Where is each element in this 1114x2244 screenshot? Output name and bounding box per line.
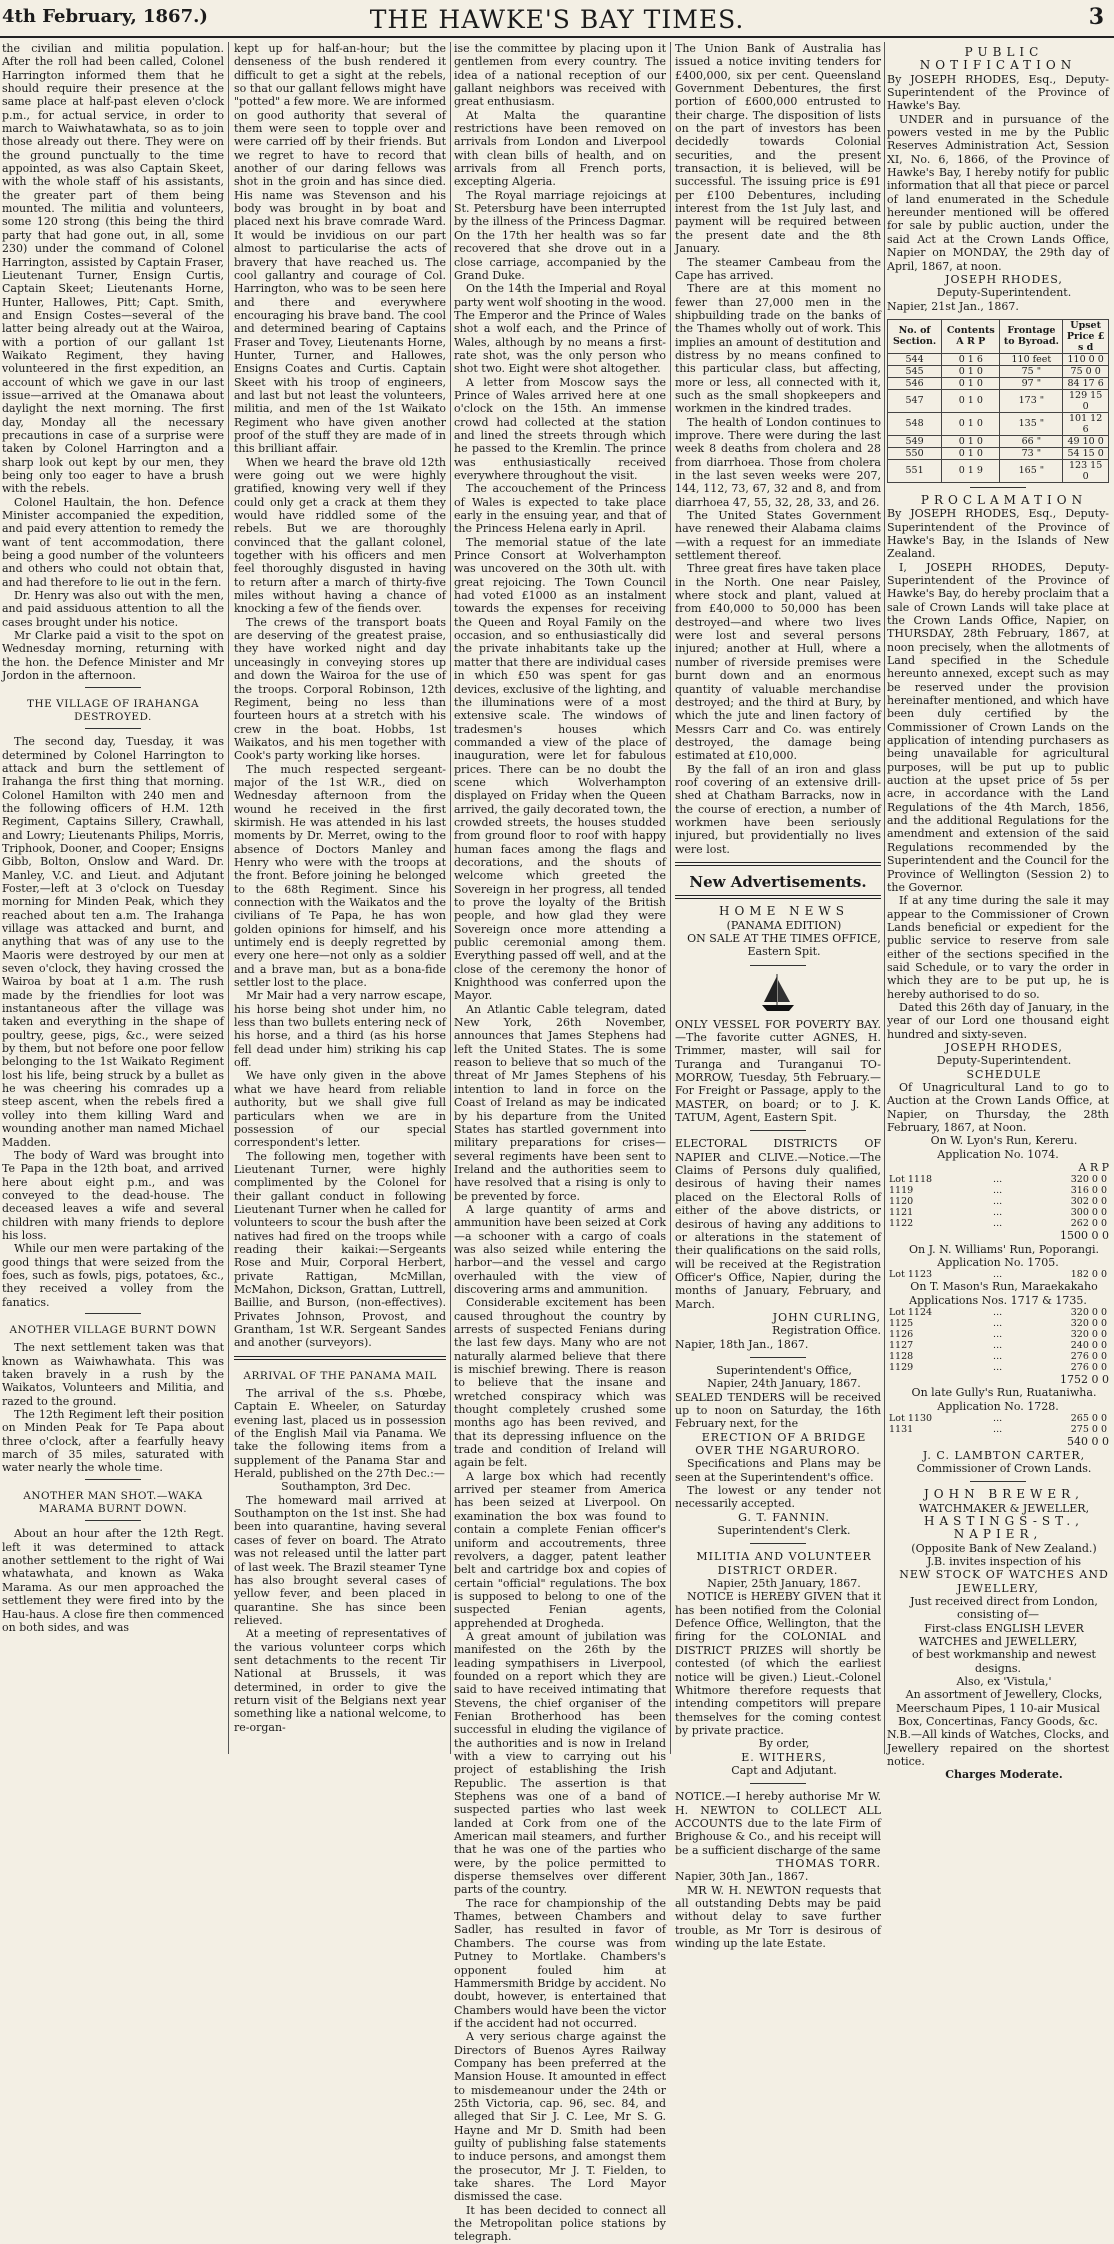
- article-paragraph: There are at this moment no fewer than 27,000 men in the shipbuilding trade on the banks of the Thames wholly out of work. This implies an amount of destitution and distress by no means confined to this particular class, but affecting, more or less, all connected with it, such as the small shopkeepers and workmen in the kindred trades.: [675, 282, 881, 416]
- signature: G. T. FANNIN.: [738, 1510, 830, 1524]
- ad-subtitle: (PANAMA EDITION): [726, 918, 842, 932]
- sailing-ship-icon: [758, 972, 798, 1014]
- table-cell: 0 1 0: [942, 412, 1000, 435]
- ad-byline: By JOSEPH RHODES, Esq., Deputy-Superintendent of the Province of Hawke's Bay.: [887, 72, 1109, 113]
- column-4: [675, 42, 881, 1951]
- ad-text: NOTICE is HEREBY GIVEN that it has been notified from the Colonial Defence Office, Wellington, that the firing for the COLONIAL and DISTRICT PRIZES will shortly be contested (of which the earliest notice will be given.) Lieut.-Colonel Whitmore therefore requests that intending competitors will prepare themselves for the coming contest by private practice.: [675, 1590, 881, 1737]
- section-heading: ARRIVAL OF THE PANAMA MAIL: [243, 1369, 437, 1382]
- ad-text: of best workmanship and newest designs.: [912, 1648, 1096, 1675]
- ad-text: SEALED TENDERS will be received up to noon on Saturday, the 16th February next, for the: [675, 1390, 881, 1431]
- ad-text: If at any time during the sale it may appear to the Commissioner of Crown Lands beneficial or expedient for the public service to reserve from sale either of the sections specified in the said Schedule, or to vary the order in which they are to be put up, he is hereby authorised to do so.: [887, 894, 1109, 1001]
- article-paragraph: Dr. Henry was also out with the men, and paid assiduous attention to all the cases brought under his notice.: [2, 589, 224, 629]
- table-row: [888, 389, 1109, 412]
- table-row: [888, 447, 1109, 459]
- table-row: [888, 365, 1109, 377]
- article-paragraph: Considerable excitement has been caused throughout the country by arrests of suspected Fenians during the last few days. Many who are not naturally alarmed believe that there is mischief brewing. There is reason to believe that the insane and wretched conspiracy which was thought completely crushed some months ago has been revived, and that its depressing influence on the trade and condition of Ireland will again be felt.: [454, 1296, 666, 1470]
- lot-row: [887, 1196, 1109, 1207]
- lot-cell: 265 0 0: [1070, 1413, 1107, 1425]
- signature-title: Registration Office.: [772, 1324, 881, 1338]
- ad-text: Eastern Spit.: [747, 945, 821, 959]
- article-paragraph: Three great fires have taken place in the North. One near Paisley, where stock and plant, valued at from £40,000 to 50,000 has been destroyed—and where two lives were lost and several persons injured; another at Hull, where a number of riverside premises were burnt down and an enormous quantity of valuable merchandise destroyed; and the third at Bury, by which the jute and linen factory of Messrs Carr and Co. was entirely destroyed, the damage being estimated at £10,000.: [675, 562, 881, 763]
- lot-cell: ...: [993, 1174, 1003, 1186]
- lot-cell: 300 0 0: [1070, 1207, 1107, 1219]
- article-paragraph: The body of Ward was brought into Te Papa in the 12th boat, and arrived here about eight p.m., and was conveyed to the dead-house. The deceased leaves a wife and several children with many friends to deplore his loss.: [2, 1148, 224, 1242]
- table-row: [888, 435, 1109, 447]
- lot-cell: ...: [993, 1307, 1003, 1319]
- article-paragraph: The Union Bank of Australia has issued a notice inviting tenders for £400,000, six per cent. Queensland Government Debentures, the first portion of £600,000 entrusted to their charge. The disposition of lists on the part of investors has been decidedly towards Colonial securities, and the present transaction, it is believed, will be successful. The issuing price is £91 per £100 Debentures, including interest from the 1st July last, and payment will be required between the present date and the 8th January.: [675, 42, 881, 256]
- article-paragraph: By the fall of an iron and glass roof covering of an extensive drill-shed at Chatham Barracks, now in the course of erection, a number of workmen have been seriously injured, but providentially no lives were lost.: [675, 762, 881, 856]
- article-paragraph: Colonel Haultain, the hon. Defence Minister accompanied the expedition, and paid every attention to remedy the want of tent accommodation, there being a good number of the volunteers and others who could not obtain that, and had therefore to lie out in the fern.: [2, 495, 224, 589]
- table-header-cell: No. of Section.: [888, 319, 942, 353]
- table-cell: 549: [888, 435, 942, 447]
- article-paragraph: The health of London continues to improve. There were during the last week 8 deaths from cholera and 28 from diarrhoea. Those from cholera in the last seven weeks were 207, 144, 112, 73, 67, 32 and 8, and from diarrhoea 47, 55, 32, 28, 33, and 26.: [675, 415, 881, 509]
- article-paragraph: The arrival of the s.s. Phœbe, Captain E. Wheeler, on Saturday evening last, placed us in possession of the English Mail via Panama. We take the following items from a supplement of the Panama Star and Herald, published on the 27th Dec.:—: [234, 1387, 446, 1481]
- ad-subtitle: WATCHMAKER & JEWELLER,: [918, 1501, 1090, 1515]
- lot-cell: ...: [993, 1269, 1003, 1281]
- lot-cell: 320 0 0: [1070, 1174, 1107, 1186]
- notice-date: Napier, 25th January, 1867.: [707, 1577, 861, 1591]
- sections-table: [887, 319, 1109, 483]
- separator-rule: [750, 1357, 806, 1358]
- lots-table: [887, 1307, 1109, 1373]
- ad-title: PROCLAMATION: [920, 492, 1088, 507]
- lot-row: [887, 1362, 1109, 1373]
- table-cell: 75 0 0: [1063, 365, 1109, 377]
- lot-cell: 1121: [889, 1207, 914, 1219]
- lot-cell: ...: [993, 1351, 1003, 1363]
- ad-title: JOHN BREWER,: [924, 1487, 1084, 1502]
- schedule-heading: SCHEDULE: [966, 1067, 1042, 1081]
- ad-text: J.B. invites inspection of his: [926, 1554, 1082, 1568]
- table-body: [888, 353, 1109, 482]
- table-cell: 551: [888, 459, 942, 482]
- article-paragraph: Mr Mair had a very narrow escape, his horse being shot under him, no less than two bullets entering neck of his horse, and a third (as his horse fell dead under him) striking his cap off.: [234, 989, 446, 1070]
- order-line: By order,: [758, 1737, 810, 1751]
- table-header-cell: Upset Price £ s d: [1063, 319, 1109, 353]
- dateline: Southampton, 3rd Dec.: [281, 1480, 411, 1494]
- lot-row: [887, 1307, 1109, 1318]
- lots-total: 540 0 0: [1067, 1435, 1109, 1449]
- article-paragraph: A large quantity of arms and ammunition have been seized at Cork—a schooner with a cargo of coals was also seized while entering the harbor—and the vessel and cargo overhauled with the view of discovering arms and ammunition.: [454, 1202, 666, 1296]
- lot-cell: 262 0 0: [1070, 1218, 1107, 1230]
- notice-date: Napier, 18th Jan., 1867.: [675, 1337, 809, 1351]
- table-cell: 173 ": [1000, 389, 1063, 412]
- lot-row: [887, 1218, 1109, 1229]
- table-cell: 75 ": [1000, 365, 1063, 377]
- separator-rule: [85, 687, 141, 688]
- ad-address: HASTINGS-ST., NAPIER,: [924, 1513, 1084, 1542]
- notice-date: Napier, 21st Jan., 1867.: [887, 299, 1019, 313]
- run-heading: On W. Lyon's Run, Kereru. Application No. 1074.: [930, 1134, 1078, 1161]
- lot-cell: 1131: [889, 1424, 914, 1436]
- ad-text: (Opposite Bank of New Zealand.): [911, 1541, 1097, 1555]
- table-cell: 66 ": [1000, 435, 1063, 447]
- home-news-ad: [675, 905, 881, 958]
- table-cell: 0 1 6: [942, 353, 1000, 365]
- page-number: 3: [1088, 4, 1104, 30]
- separator-rule: [970, 1481, 1026, 1482]
- article-paragraph: The Royal marriage rejoicings at St. Petersburg have been interrupted by the illness of the Princess Dagmar. On the 17th her health was so far recovered that she drove out in a close carriage, accompanied by the Grand Duke.: [454, 188, 666, 282]
- table-cell: 0 1 0: [942, 365, 1000, 377]
- new-advertisements-heading: New Advertisements.: [689, 872, 867, 891]
- newton-notice: [675, 1790, 881, 1950]
- lot-cell: ...: [993, 1413, 1003, 1425]
- lot-cell: ...: [993, 1362, 1003, 1374]
- table-cell: 49 10 0: [1063, 435, 1109, 447]
- article-paragraph: A very serious charge against the Directors of Buenos Ayres Railway Company has been preferred at the Mansion House. It amounted in effect to misdemeanour under the 24th or 25th Victoria, cap. 96, sec. 84, and alleged that Sir J. C. Lee, Mr S. G. Hayne and Mr D. Smith had been guilty of publishing false statements to induce persons, and amongst them the prosecutor, Mr J. T. Fielden, to take shares. The Lord Mayor dismissed the case.: [454, 2030, 666, 2204]
- lot-cell: ...: [993, 1218, 1003, 1230]
- lot-row: [887, 1269, 1109, 1280]
- article-paragraph: The United States Government have renewed their Alabama claims—with a request for an immediate settlement thereof.: [675, 509, 881, 563]
- lot-row: [887, 1318, 1109, 1329]
- article-paragraph: kept up for half-an-hour; but the denseness of the bush rendered it difficult to get a sight at the rebels, so that our gallant fellows might have "potted" a few more. We are informed on good authority that several of them were seen to topple over and were carried off by their friends. But we regret to have to record that another of our daring fellows was shot in the groin and has since died. His name was Stevenson and his body was brought in by boat and placed next his brave comrade Ward. It would be invidious on our part almost to particularise the acts of bravery that have reached us. The cool gallantry and courage of Col. Harrington, who was to be seen here and there and everywhere encouraging his brave band. The cool and determined bearing of Captains Fraser and Tovey, Lieutenants Horne, Hunter, Turner, and Hallowes, Ensigns Coates and Curtis. Captain Skeet with his troop of engineers, and last but not least the volunteers, militia, and men of the 1st Waikato Regiment who have given another proof of the stuff they are made of in this brilliant affair.: [234, 42, 446, 456]
- issue-date: 4th February, 1867.): [2, 6, 208, 27]
- signature-title: Commissioner of Crown Lands.: [916, 1461, 1092, 1475]
- lot-cell: 182 0 0: [1070, 1269, 1107, 1281]
- signature-title: Superintendent's Clerk.: [717, 1524, 851, 1538]
- lot-cell: 320 0 0: [1070, 1307, 1107, 1319]
- lot-cell: 275 0 0: [1070, 1424, 1107, 1436]
- table-cell: 547: [888, 389, 942, 412]
- masthead: [0, 0, 1114, 40]
- lot-row: [887, 1424, 1109, 1435]
- units-header: A R P: [1078, 1161, 1109, 1175]
- lot-cell: 1122: [889, 1218, 914, 1230]
- article-paragraph: The homeward mail arrived at Southampton on the 1st inst. She had been into quarantine, having several cases of fever on board. The Atrato was not released until the latter part of last week. The Brazil steamer Tyne has also brought several cases of yellow fever, and been placed in quarantine. She has since been relieved.: [234, 1493, 446, 1627]
- column-divider: [670, 42, 671, 1754]
- lots-table: [887, 1413, 1109, 1435]
- table-cell: 546: [888, 377, 942, 389]
- lot-cell: 1120: [889, 1196, 914, 1208]
- double-rule: [675, 862, 881, 866]
- article-paragraph: About an hour after the 12th Regt. left it was determined to attack another settlement to the right of Wai whatawhata, and known as Waka Marama. As our men approached the settlement they were fired into by the Hau-haus. A close fire then commenced on both sides, and was: [2, 1527, 224, 1634]
- article-paragraph: It has been decided to connect all the Metropolitan police stations by telegraph.: [454, 2203, 666, 2244]
- table-cell: 0 1 0: [942, 377, 1000, 389]
- article-paragraph: The second day, Tuesday, it was determined by Colonel Harrington to attack and burn the settlement of Irahanga the first thing that morning. Colonel Hamilton with 240 men and the following officers of H.M. 12th Regiment, Captains Sillery, Crawhall, and Lowry; Lieutenants Philips, Morris, Triphook, Dooner, and Cooper; Ensigns Gibb, Bolton, Onslow and Ward. Dr. Manley, V.C. and Lieut. and Adjutant Foster,—left at 3 o'clock on Tuesday morning for Minden Peak, which they reached about ten a.m. The Irahanga village was attacked and burnt, and anything that was of any use to the Maoris were destroyed by our men at seven o'clock, they having crossed the Wairoa by boat at 1 a.m. The rush made by the friendlies for loot was instantaneous after the village was taken and everything in the shape of poultry, geese, pigs, &c., were seized by them, but not before one poor fellow belonging to the 1st Waikato Regiment lost his life, being struck by a bullet as he was cheering his comrades up a steep ascent, when the rebels fired a volley into them killing Ward and wounding another man named Michael Madden.: [2, 735, 224, 1149]
- ad-text: NEW STOCK OF WATCHES AND JEWELLERY,: [899, 1568, 1109, 1595]
- column-1: [2, 42, 224, 1754]
- article-paragraph: At a meeting of representatives of the various volunteer corps which sent detachments to the recent Tir National at Brussels, it was determined, in order to give the return visit of the Belgians next year something like a national welcome, to re-organ-: [234, 1627, 446, 1734]
- separator-rule: [85, 1520, 141, 1521]
- lot-cell: 1128: [889, 1351, 914, 1363]
- ad-byline: By JOSEPH RHODES, Esq., Deputy-Superintendent of the Province of Hawke's Bay, in the Islands of New Zealand.: [887, 507, 1109, 561]
- table-cell: 73 ": [1000, 447, 1063, 459]
- office-line: Superintendent's Office,: [716, 1363, 852, 1377]
- lot-cell: 276 0 0: [1070, 1351, 1107, 1363]
- table-cell: 84 17 6: [1063, 377, 1109, 389]
- lot-cell: 1127: [889, 1340, 914, 1352]
- article-paragraph: ise the committee by placing upon it gentlemen from every country. The idea of a national reception of our gallant neighbors was received with great enthusiasm.: [454, 42, 666, 109]
- ad-text: An assortment of Jewellery, Clocks, Meerschaum Pipes, 1 10-air Musical Box, Concertinas, Fancy Goods, &c.: [896, 1688, 1103, 1729]
- article-paragraph: On the 14th the Imperial and Royal party went wolf shooting in the wood. The Emperor and the Prince of Wales shot a wolf each, and the Prince of Wales, although by no means a first-rate shot, was the only person who shot two. Eight were shot altogether.: [454, 282, 666, 376]
- article-paragraph: The 12th Regiment left their position on Minden Peak for Te Papa about three o'clock, after a fearfully heavy march of 35 miles, saturated with water nearly the whole time.: [2, 1408, 224, 1475]
- separator-rule: [85, 728, 141, 729]
- table-cell: 54 15 0: [1063, 447, 1109, 459]
- column-3: [454, 42, 666, 2244]
- separator-rule: [750, 1130, 806, 1131]
- article-paragraph: The following men, together with Lieutenant Turner, were highly complimented by the Colonel for their gallant conduct in following Lieutenant Turner when he called for volunteers to scour the bush after the natives had fired on the troops while reading their kaikai:—Sergeants Rose and Muir, Corporal Herbert, private Rattigan, McMillan, McMahon, Dickson, Grattan, Luttrell, Baillie, and Burson, (non-effectives). Privates Johnson, Provost, and Grantham, 1st W.R. Sergeant Sandes and another (surveyors).: [234, 1149, 446, 1350]
- lot-row: [887, 1207, 1109, 1218]
- column-5: [887, 42, 1109, 1782]
- article-paragraph: The accouchement of the Princess of Wales is expected to take place early in the ensuing year, and that of the Princess Helena early in April.: [454, 482, 666, 536]
- article-paragraph: We have only given in the above what we have heard from reliable authority, but we shall give full particulars when we are in possession of our special correspondent's letter.: [234, 1069, 446, 1150]
- ad-text: The lowest or any tender not necessarily accepted.: [675, 1484, 881, 1511]
- article-paragraph: The steamer Cambeau from the Cape has arrived.: [675, 255, 881, 282]
- separator-rule: [750, 1543, 806, 1544]
- table-header-cell: Contents A R P: [942, 319, 1000, 353]
- lot-cell: ...: [993, 1196, 1003, 1208]
- ad-text: MR W. H. NEWTON requests that all outstanding Debts may be paid without delay to save further trouble, as Mr Torr is desirous of winding up the late Estate.: [675, 1883, 881, 1951]
- column-divider: [228, 42, 229, 1754]
- militia-order: [675, 1550, 881, 1777]
- notice-date: Napier, 24th January, 1867.: [707, 1377, 861, 1391]
- article-paragraph: A letter from Moscow says the Prince of Wales arrived here at one o'clock on the 15th. An immense crowd had collected at the station and lined the streets through which he passed to the Kremlin. The prince was enthusiastically received everywhere throughout the visit.: [454, 375, 666, 482]
- tender-notice: [675, 1364, 881, 1537]
- table-cell: 123 15 0: [1063, 459, 1109, 482]
- separator-rule: [970, 487, 1026, 488]
- lot-cell: ...: [993, 1424, 1003, 1436]
- run-heading: On late Gully's Run, Ruataniwha. Application No. 1728.: [911, 1386, 1097, 1413]
- lot-cell: 1119: [889, 1185, 914, 1197]
- ad-text: NOTICE.—I hereby authorise Mr W. H. NEWTON to COLLECT ALL ACCOUNTS due to the late Firm of Brighouse & Co., and his receipt will be a sufficient discharge of the same: [675, 1790, 881, 1857]
- signature-title: Capt and Adjutant.: [731, 1763, 837, 1777]
- run-heading: On T. Mason's Run, Maraekakaho Applications Nos. 1717 & 1735.: [909, 1280, 1098, 1307]
- separator-rule: [85, 1479, 141, 1480]
- lot-cell: ...: [993, 1185, 1003, 1197]
- lot-row: [887, 1185, 1109, 1196]
- table-cell: 0 1 9: [942, 459, 1000, 482]
- lot-cell: ...: [993, 1340, 1003, 1352]
- signature: E. WITHERS,: [741, 1750, 827, 1764]
- lot-row: [887, 1174, 1109, 1185]
- lot-cell: 276 0 0: [1070, 1362, 1107, 1374]
- double-rule: [234, 1356, 446, 1360]
- lot-cell: 316 0 0: [1070, 1185, 1107, 1197]
- separator-rule: [750, 1783, 806, 1784]
- table-row: [888, 353, 1109, 365]
- table-cell: 545: [888, 365, 942, 377]
- article-paragraph: While our men were partaking of the good things that were seized from the foes, such as fowls, pigs, potatoes, &c., they received a volley from the fanatics.: [2, 1242, 224, 1309]
- section-heading: THE VILLAGE OF IRAHANGA DESTROYED.: [26, 697, 200, 723]
- ad-text: Specifications and Plans may be seen at the Superintendent's office.: [675, 1457, 881, 1484]
- column-divider: [884, 42, 885, 1754]
- ad-text: Of Unagricultural Land to go to Auction at the Crown Lands Office, at Napier, on Thursday, the 28th February, 1867, at Noon.: [887, 1081, 1109, 1135]
- double-rule: [675, 895, 881, 899]
- electoral-notice: [675, 1137, 881, 1351]
- table-row: [888, 459, 1109, 482]
- section-heading: ANOTHER VILLAGE BURNT DOWN: [9, 1323, 217, 1336]
- table-row: [888, 412, 1109, 435]
- public-notification: [887, 46, 1109, 313]
- lots-table: [887, 1174, 1109, 1229]
- ad-title: MILITIA AND VOLUNTEER DISTRICT ORDER.: [696, 1550, 872, 1577]
- lot-cell: ...: [993, 1207, 1003, 1219]
- article-paragraph: the civilian and militia population. After the roll had been called, Colonel Harrington informed them that he should require their presence at the same place at half-past eleven o'clock p.m., for actual service, in order to march to Waiwhatawhata, so as to join those already out there. They were on the ground punctually to the time appointed, as was also Captain Skeet, with the whole staff of his assistants, the greater part of them being mounted. The militia and volunteers, some 120 strong (this being the third party that had gone out, in all, some 230) under the command of Colonel Harrington, assisted by Captain Fraser, Lieutenant Turner, Ensign Curtis, Captain Skeet; Lieutenants Horne, Hunter, Hallowes, Pitt; Capt. Smith, and Ensign Costes—several of the latter being already out at the Wairoa, with a portion of our gallant 1st Waikato Regiment, they having volunteered in the first expedition, an account of which we gave in our last issue—arrived at the Omanawa about daylight the next morning. The first day, Monday all the necessary precautions in case of a surprise were taken by Colonel Harrington and a sharp look out kept by our men, they being only too eager to have a brush with the rebels.: [2, 42, 224, 496]
- ad-text: Dated this 26th day of January, in the year of our Lord one thousand eight hundred and sixty-seven.: [887, 1000, 1109, 1041]
- article-paragraph: A great amount of jubilation was manifested on the 26th by the leading sympathisers in Liverpool, founded on a report which they are said to have received intimating that Stevens, the chief organiser of the Fenian Brotherhood has been successful in eluding the vigilance of the authorities and is now in Ireland with a view to carrying out his project of establishing the Irish Republic. The assertion is that Stephens was one of a band of suspected parties who last week landed at Cork from one of the American mail steamers, and further that he was one of the parties who were, by the police permitted to disperse themselves over different parts of the country.: [454, 1629, 666, 1897]
- ad-text: First-class ENGLISH LEVER WATCHES and JEWELLERY,: [918, 1621, 1084, 1648]
- separator-rule: [750, 965, 806, 966]
- table-header-row: [888, 319, 1109, 353]
- lot-row: [887, 1329, 1109, 1340]
- lot-cell: ...: [993, 1318, 1003, 1330]
- article-paragraph: The crews of the transport boats are deserving of the greatest praise, they have worked night and day unceasingly in conveying stores up and down the Wairoa for the use of the troops. Corporal Robinson, 12th Regiment, being no less than fourteen hours at a stretch with his crew in the boat. Hobbs, 1st Waikatos, and his men together with Cook's party working like horses.: [234, 615, 446, 763]
- ad-text: N.B.—All kinds of Watches, Clocks, and Jewellery repaired on the shortest notice.: [887, 1728, 1109, 1769]
- table-cell: 110 feet: [1000, 353, 1063, 365]
- article-paragraph: A large box which had recently arrived per steamer from America has been seized at Liverpool. On examination the box was found to contain a complete Fenian officer's uniform and accoutrements, three revolvers, a dagger, patent leather belt and cartridge box and copies of certain "official" regulations. The box is supposed to belong to one of the suspected Fenian agents, apprehended at Drogheda.: [454, 1469, 666, 1630]
- lot-cell: ...: [993, 1329, 1003, 1341]
- ad-title: PUBLIC NOTIFICATION: [919, 45, 1077, 73]
- signature: JOSEPH RHODES,: [945, 272, 1063, 286]
- lot-cell: 1126: [889, 1329, 914, 1341]
- lots-total: 1500 0 0: [1060, 1229, 1109, 1243]
- section-heading: ANOTHER MAN SHOT.—WAKA MARAMA BURNT DOWN.: [23, 1489, 203, 1516]
- lot-row: [887, 1340, 1109, 1351]
- lot-cell: 302 0 0: [1070, 1196, 1107, 1208]
- signature: J. C. LAMBTON CARTER,: [922, 1448, 1086, 1462]
- article-paragraph: The race for championship of the Thames, between Chambers and Sadler, has resulted in favor of Chambers. The course was from Putney to Mortlake. Chambers's opponent fouled him at Hammersmith Bridge by accident. No doubt, however, is entertained that Chambers would have been the victor if the accident had not occurred.: [454, 1896, 666, 2030]
- lot-cell: Lot 1118: [889, 1174, 933, 1186]
- signature: JOHN CURLING,: [772, 1310, 881, 1324]
- lot-row: [887, 1351, 1109, 1362]
- article-paragraph: An Atlantic Cable telegram, dated New York, 26th November, announces that James Stephens had left the United States. The is some reason to believe that so much of the threat of Mr James Stephens of his intention to land in force on the Coast of Ireland as may be indicated by his departure from the United States has startled government into military preparations for crises—several regiments have been sent to Ireland and the authorities seem to have resolved that a rising is only to be prevented by force.: [454, 1002, 666, 1203]
- article-paragraph: When we heard the brave old 12th were going out we were highly gratified, knowing very well if they could only get a crack at them they would have riddled some of the rebels. But we are thoroughly convinced that the gallant colonel, together with his officers and men feel thoroughly disgusted in having to return after a march of thirty-five miles without having a chance of knocking a few of the fiends over.: [234, 455, 446, 616]
- table-cell: 135 ": [1000, 412, 1063, 435]
- lot-cell: 1125: [889, 1318, 914, 1330]
- table-cell: 97 ": [1000, 377, 1063, 389]
- table-cell: 0 1 0: [942, 447, 1000, 459]
- ad-text: UNDER and in pursuance of the powers vested in me by the Public Reserves Administration Act, Session XI, No. 6, 1866, of the Province of Hawke's Bay, I hereby notify for public information that all that piece or parcel of land enumerated in the Schedule hereunder mentioned will be offered for sale by public auction, under the said Act at the Crown Lands Office, Napier on MONDAY, the 29th day of April, 1867, at noon.: [887, 112, 1109, 273]
- separator-rule: [85, 1313, 141, 1314]
- table-cell: 544: [888, 353, 942, 365]
- lot-row: [887, 1413, 1109, 1424]
- lot-cell: Lot 1124: [889, 1307, 933, 1319]
- masthead-rule: [0, 36, 1114, 38]
- article-paragraph: The next settlement taken was that known as Waiwhawhata. This was taken bravely in a rush by the Waikatos, Volunteers and Militia, and razed to the ground.: [2, 1341, 224, 1408]
- table-row: [888, 377, 1109, 389]
- article-paragraph: Mr Clarke paid a visit to the spot on Wednesday morning, returning with the hon. the Defence Minister and Mr Jordon in the afternoon.: [2, 629, 224, 683]
- ad-text: ELECTORAL DISTRICTS OF NAPIER and CLIVE.—Notice.—The Claims of Persons duly qualified, desirous of having their names placed on the Electoral Rolls of either of the above districts, or desirous of having any additions to or alterations in the statement of their qualifications on the said rolls, will be received at the Registration Officer's Office, Napier, during the months of January, February, and March.: [675, 1137, 881, 1311]
- ad-title: HOME NEWS: [719, 904, 849, 919]
- signature-title: Deputy-Superintendent.: [936, 286, 1072, 300]
- table-cell: 548: [888, 412, 942, 435]
- lot-cell: 320 0 0: [1070, 1318, 1107, 1330]
- lot-cell: 320 0 0: [1070, 1329, 1107, 1341]
- table-header-cell: Frontage to Byroad.: [1000, 319, 1063, 353]
- run-heading: On J. N. Williams' Run, Poporangi. Application No. 1705.: [908, 1242, 1100, 1270]
- ad-text: Charges Moderate.: [945, 1768, 1063, 1782]
- ad-subtitle: ERECTION OF A BRIDGE OVER THE NGARURORO.: [695, 1430, 867, 1457]
- john-brewer-ad: [887, 1488, 1109, 1782]
- lots-total: 1752 0 0: [1060, 1373, 1109, 1387]
- table-cell: 110 0 0: [1063, 353, 1109, 365]
- ad-text: ONLY VESSEL FOR POVERTY BAY.—The favorite cutter AGNES, H. Trimmer, master, will sail for Turanga and Turanganui TO-MORROW, Tuesday, 5th February.—For Freight or Passage, apply to the MASTER, on board; or to J. K. TATUM, Agent, Eastern Spit.: [675, 1017, 881, 1125]
- ad-text: Also, ex 'Vistula,': [956, 1675, 1052, 1688]
- ad-text: ON SALE AT THE TIMES OFFICE,: [687, 932, 881, 945]
- table-cell: 0 1 0: [942, 389, 1000, 412]
- signature: JOSEPH RHODES,: [945, 1040, 1063, 1054]
- lot-cell: Lot 1123: [889, 1269, 933, 1281]
- table-cell: 550: [888, 447, 942, 459]
- table-cell: 0 1 0: [942, 435, 1000, 447]
- article-paragraph: The memorial statue of the late Prince Consort at Wolverhampton was uncovered on the 30th ult. with great rejoicing. The Town Council had voted £1000 as an instalment towards the expenses for receiving the Queen and Royal Family on the occasion, and so enthusiastically did the private inhabitants take up the matter that there are individual cases in which £50 was spent for gas devices, exclusive of the lighting, and the illuminations were of a most extensive scale. The windows of tradesmen's houses which commanded a view of the place of inauguration, were let for fabulous prices. There can be no doubt the scene which Wolverhampton displayed on Friday when the Queen arrived, the gaily decorated town, the crowded streets, the houses studded from ground floor to roof with happy human faces among the flags and decorations, and the shouts of welcome which greeted the Sovereign in her progress, all tended to prove the loyalty of the British people, and how glad they were Sovereign once more attending a public ceremonial among them. Everything passed off well, and at the close of the ceremony the honor of Knighthood was conferred upon the Mayor.: [454, 535, 666, 1003]
- lot-cell: Lot 1130: [889, 1413, 933, 1425]
- lots-table: [887, 1269, 1109, 1280]
- table-cell: 165 ": [1000, 459, 1063, 482]
- notice-date: Napier, 30th Jan., 1867.: [675, 1870, 809, 1884]
- table-cell: 101 12 6: [1063, 412, 1109, 435]
- signature-title: Deputy-Superintendent.: [936, 1054, 1072, 1068]
- signature: THOMAS TORR.: [776, 1856, 881, 1870]
- lot-cell: 240 0 0: [1070, 1340, 1107, 1352]
- ship-ad: [675, 1018, 881, 1125]
- ad-text: I, JOSEPH RHODES, Deputy-Superintendent of the Province of Hawke's Bay, do hereby proclaim that a sale of Crown Lands will take place at the Crown Lands Office, Napier, on THURSDAY, 28th February, 1867, at noon precisely, when the allotments of Land specified in the Schedule hereunto annexed, except such as may be reserved under the provision hereinafter mentioned, and which have been duly certified by the Commissioner of Crown Lands on the application of intending purchasers as being unavailable for agricultural purposes, will be put up to public auction at the upset price of 5s per acre, in accordance with the Land Regulations of the 4th March, 1856, and the additional Regulations for the amendment and extension of the said Regulations recommended by the Superintendent and the Council for the Province of Wellington (Session 2) to the Governor.: [887, 560, 1109, 894]
- table-cell: 129 15 0: [1063, 389, 1109, 412]
- newspaper-title: THE HAWKE'S BAY TIMES.: [369, 5, 745, 34]
- proclamation: [887, 494, 1109, 1475]
- lot-cell: 1129: [889, 1362, 914, 1374]
- article-paragraph: The much respected sergeant-major of the 1st W.R., died on Wednesday afternoon from the wound he received in the first skirmish. He was attended in his last moments by Dr. Merret, owing to the absence of Doctors Manley and Henry who were with the troops at the front. Before joining he belonged to the 68th Regiment. Since his connection with the Waikatos and the civilians of Te Papa, he has won golden opinions for himself, and his untimely end is deeply regretted by every one here—not only as a soldier and a brave man, but as a bona-fide settler lost to the place.: [234, 762, 446, 990]
- column-divider: [450, 42, 451, 1754]
- ad-text: Just received direct from London, consisting of—: [910, 1594, 1098, 1622]
- article-paragraph: At Malta the quarantine restrictions have been removed on arrivals from London and Liverpool with clean bills of health, and on arrivals from all French ports, excepting Algeria.: [454, 108, 666, 189]
- column-2: [234, 42, 446, 1754]
